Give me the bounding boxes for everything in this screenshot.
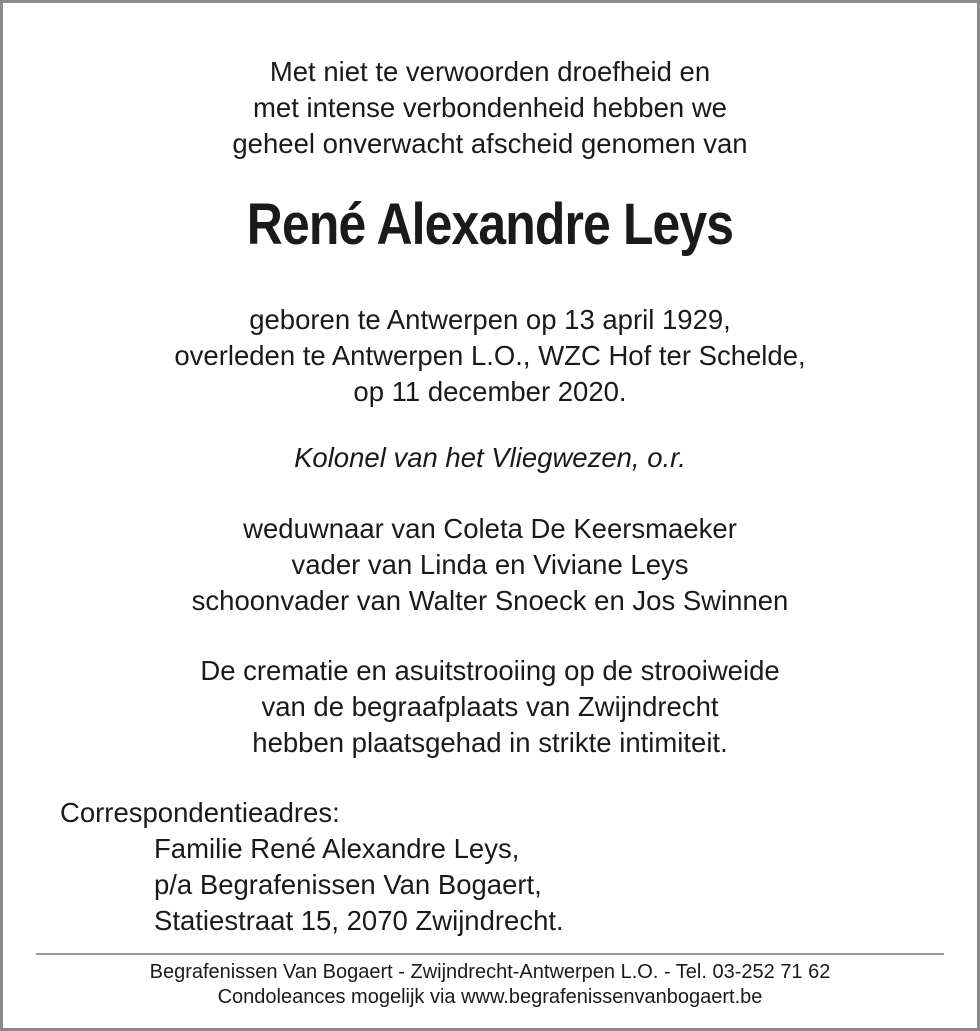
ceremony-text — [0, 653, 980, 761]
intro-line: met intense verbondenheid hebben we — [253, 92, 727, 123]
birth-death-line: geboren te Antwerpen op 13 april 1929, — [249, 304, 731, 335]
footer — [0, 960, 980, 1010]
intro-line: Met niet te verwoorden droefheid en — [269, 56, 711, 87]
family-line: weduwnaar van Coleta De Keersmaeker — [243, 513, 737, 544]
footer-contact: Begrafenissen Van Bogaert - Zwijndrecht-Antwerpen L.O. - Tel. 03-252 71 62 — [149, 961, 831, 983]
intro-line: geheel onverwacht afscheid genomen van — [232, 128, 748, 159]
ceremony-line: hebben plaatsgehad in strikte intimiteit. — [252, 727, 728, 758]
ceremony-line: De crematie en asuitstrooiing op de strooiweide — [200, 655, 780, 686]
correspondence-line: Familie René Alexandre Leys, — [154, 833, 520, 864]
correspondence-heading: Correspondentieadres: — [60, 797, 340, 828]
correspondence-body — [154, 831, 564, 939]
ceremony-line: van de begraafplaats van Zwijndrecht — [261, 691, 719, 722]
family-line: schoonvader van Walter Snoeck en Jos Swinnen — [191, 585, 789, 616]
birth-death-line: op 11 december 2020. — [353, 376, 627, 407]
military-title — [0, 440, 980, 476]
intro-text — [0, 54, 980, 162]
birth-death-text — [0, 302, 980, 410]
footer-divider — [36, 953, 944, 955]
military-title-line: Kolonel van het Vliegwezen, o.r. — [294, 442, 686, 473]
correspondence-line: Statiestraat 15, 2070 Zwijndrecht. — [154, 905, 564, 936]
family-line: vader van Linda en Viviane Leys — [291, 549, 689, 580]
footer-condolences: Condoleances mogelijk via www.begrafenissenvanbogaert.be — [217, 986, 763, 1008]
family-text — [0, 511, 980, 619]
correspondence-address — [60, 795, 564, 939]
deceased-name: René Alexandre Leys — [246, 192, 734, 257]
correspondence-line: p/a Begrafenissen Van Bogaert, — [154, 869, 542, 900]
birth-death-line: overleden te Antwerpen L.O., WZC Hof ter Schelde, — [174, 340, 806, 371]
